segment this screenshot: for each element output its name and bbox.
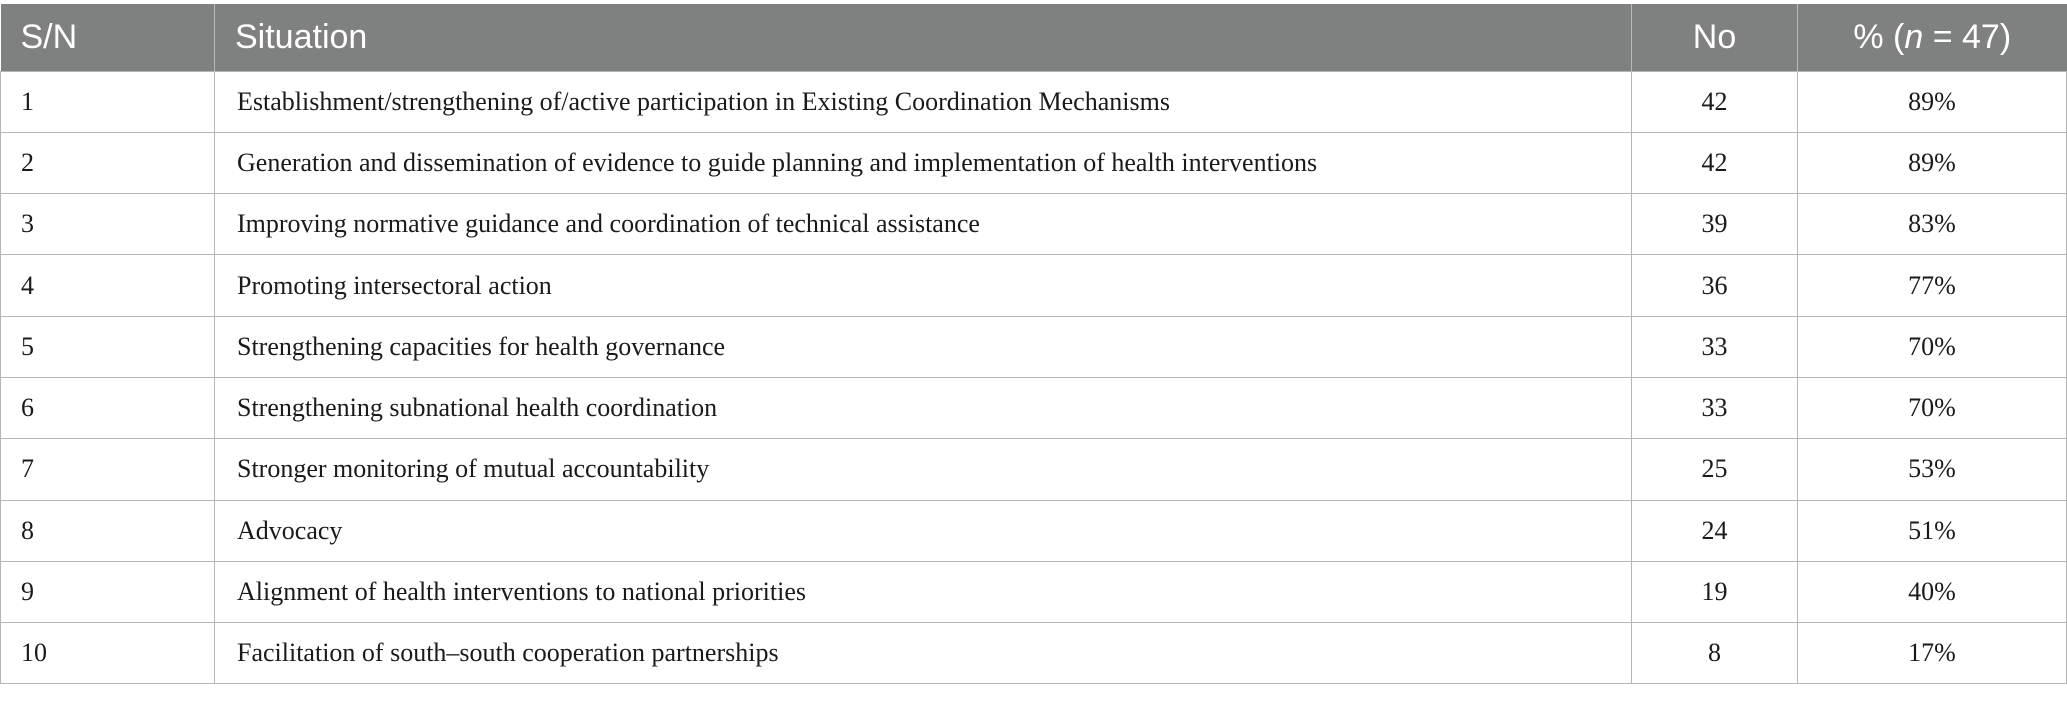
cell-percent: 83% <box>1798 194 2067 255</box>
table-row <box>1 132 2067 193</box>
header-percent <box>1798 4 2067 71</box>
header-no: No <box>1632 4 1798 71</box>
cell-sn: 9 <box>1 561 215 622</box>
cell-sn: 1 <box>1 71 215 132</box>
data-table <box>0 4 2067 684</box>
cell-no: 36 <box>1632 255 1798 316</box>
table-body <box>1 71 2067 684</box>
cell-situation: Establishment/strengthening of/active participation in Existing Coordination Mechanisms <box>215 71 1632 132</box>
cell-situation: Generation and dissemination of evidence to guide planning and implementation of health interventions <box>215 132 1632 193</box>
cell-no: 19 <box>1632 561 1798 622</box>
table-row <box>1 316 2067 377</box>
cell-situation: Strengthening subnational health coordination <box>215 377 1632 438</box>
cell-situation: Facilitation of south–south cooperation partnerships <box>215 623 1632 684</box>
cell-no: 42 <box>1632 71 1798 132</box>
cell-no: 33 <box>1632 316 1798 377</box>
table-header <box>1 4 2067 71</box>
cell-no: 33 <box>1632 377 1798 438</box>
header-percent-suffix: = 47) <box>1923 17 2012 56</box>
cell-percent: 70% <box>1798 377 2067 438</box>
cell-sn: 3 <box>1 194 215 255</box>
header-sn: S/N <box>1 4 215 71</box>
header-percent-prefix: % ( <box>1853 17 1905 56</box>
table-row <box>1 439 2067 500</box>
table-row <box>1 194 2067 255</box>
cell-percent: 17% <box>1798 623 2067 684</box>
cell-percent: 40% <box>1798 561 2067 622</box>
cell-situation: Alignment of health interventions to national priorities <box>215 561 1632 622</box>
header-row <box>1 4 2067 71</box>
cell-sn: 7 <box>1 439 215 500</box>
cell-sn: 5 <box>1 316 215 377</box>
cell-no: 39 <box>1632 194 1798 255</box>
cell-no: 25 <box>1632 439 1798 500</box>
cell-percent: 89% <box>1798 71 2067 132</box>
cell-sn: 4 <box>1 255 215 316</box>
cell-situation: Strengthening capacities for health governance <box>215 316 1632 377</box>
header-percent-n: n <box>1904 17 1924 56</box>
cell-sn: 10 <box>1 623 215 684</box>
cell-sn: 6 <box>1 377 215 438</box>
cell-situation: Advocacy <box>215 500 1632 561</box>
table-row <box>1 377 2067 438</box>
table-row <box>1 623 2067 684</box>
cell-percent: 77% <box>1798 255 2067 316</box>
cell-sn: 8 <box>1 500 215 561</box>
table-row <box>1 255 2067 316</box>
cell-percent: 53% <box>1798 439 2067 500</box>
table-row <box>1 561 2067 622</box>
cell-situation: Promoting intersectoral action <box>215 255 1632 316</box>
cell-percent: 70% <box>1798 316 2067 377</box>
table-row <box>1 71 2067 132</box>
cell-no: 8 <box>1632 623 1798 684</box>
cell-no: 42 <box>1632 132 1798 193</box>
table-row <box>1 500 2067 561</box>
cell-percent: 89% <box>1798 132 2067 193</box>
cell-situation: Stronger monitoring of mutual accountability <box>215 439 1632 500</box>
cell-sn: 2 <box>1 132 215 193</box>
cell-no: 24 <box>1632 500 1798 561</box>
cell-percent: 51% <box>1798 500 2067 561</box>
header-situation: Situation <box>215 4 1632 71</box>
cell-situation: Improving normative guidance and coordination of technical assistance <box>215 194 1632 255</box>
